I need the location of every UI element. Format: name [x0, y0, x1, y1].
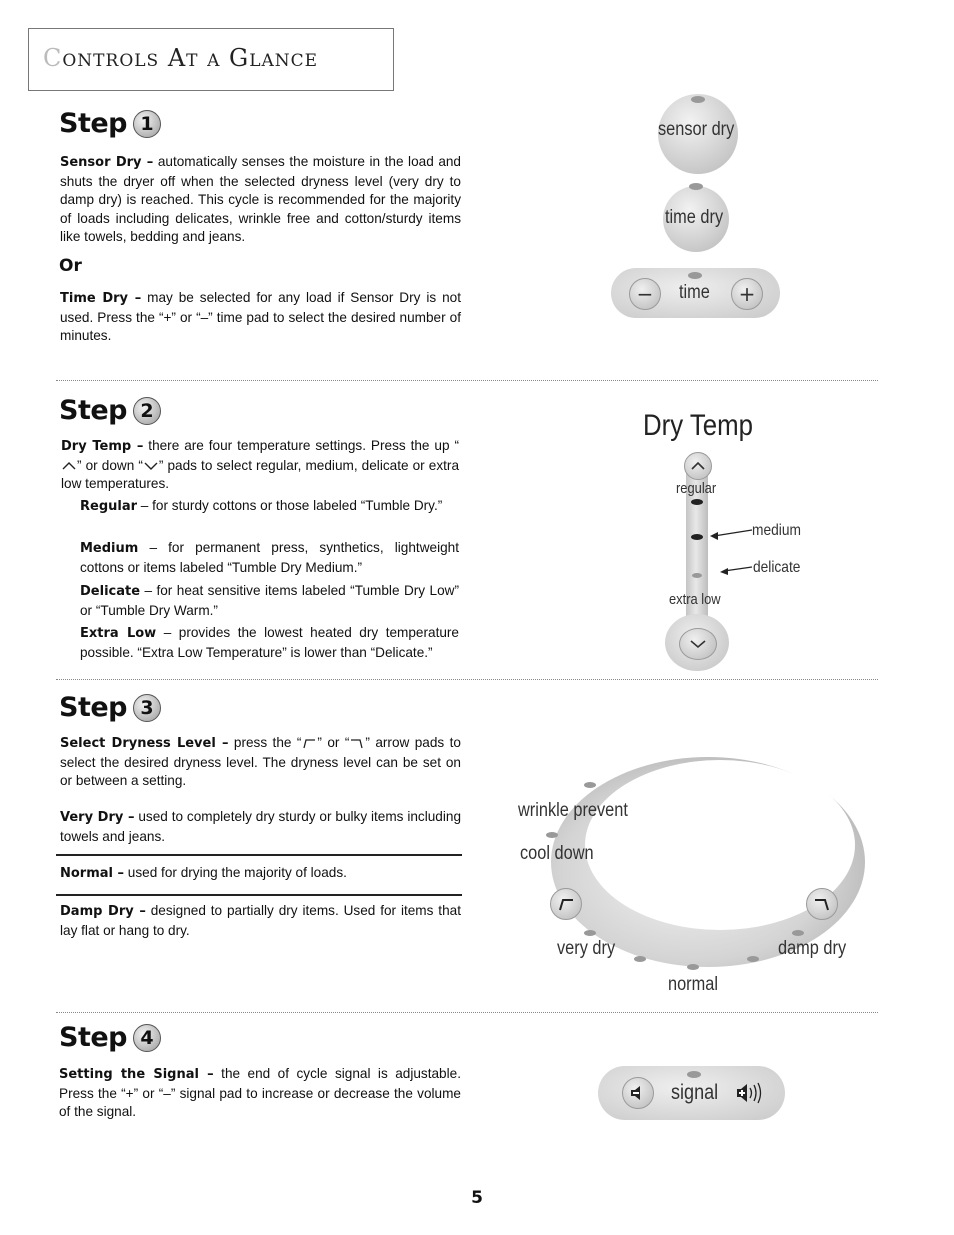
cool-down-label: cool down	[520, 843, 594, 864]
title-initial: C	[43, 44, 63, 72]
section-divider	[56, 679, 878, 680]
time-label: time	[679, 282, 710, 303]
medium-label: medium	[752, 522, 801, 539]
medium-description: – for permanent press, synthetics, lightweight cottons or items labeled “Tumble Dry Medium.”	[80, 540, 459, 575]
section-divider	[56, 380, 878, 381]
time-dry-label: time dry	[665, 207, 724, 228]
dryness-level-text: ” arrow pads to select the desired dryness level. The dryness level can be set on or between a setting.	[60, 735, 461, 788]
dry-temp-paragraph	[61, 437, 459, 494]
dryness-indicator-light	[634, 956, 646, 962]
normal-label: normal	[668, 974, 718, 995]
very-dry-indicator-light	[584, 930, 596, 936]
step-2-heading	[59, 395, 161, 426]
up-arrow-icon	[61, 461, 77, 471]
sensor-dry-paragraph	[60, 153, 461, 247]
very-dry-description: used to completely dry sturdy or bulky items including towels and jeans.	[60, 809, 462, 844]
up-arrow-icon	[690, 461, 706, 471]
time-dry-description: may be selected for any load if Sensor Dry is not used. Press the “+” or “–” time pad to select the desired number of minutes.	[60, 290, 462, 343]
regular-label: regular	[676, 480, 717, 497]
step-word: Step	[59, 1022, 127, 1053]
very-dry-paragraph	[60, 808, 461, 846]
cool-down-indicator-light	[546, 832, 558, 838]
dry-temp-text: ” or down “	[77, 457, 143, 473]
speaker-minus-icon	[628, 1083, 648, 1103]
sensor-dry-indicator-light	[691, 96, 705, 103]
step-word: Step	[59, 692, 127, 723]
very-dry-label: very dry	[557, 938, 616, 959]
dryness-indicator-light	[747, 956, 759, 962]
normal-indicator-light	[687, 964, 699, 970]
dryness-level-text: ” or “	[317, 735, 350, 750]
section-title	[43, 44, 318, 72]
more-dry-arrow-icon	[301, 737, 317, 749]
title-part: G	[229, 44, 250, 72]
less-dry-button[interactable]	[806, 888, 838, 920]
title-part: ontrols	[62, 44, 168, 72]
step-word: Step	[59, 108, 127, 139]
dry-temp-text: ” pads to select regular, medium, delicate or extra low temperatures.	[61, 457, 460, 491]
signal-label: signal	[671, 1081, 719, 1104]
title-part: t a	[186, 44, 230, 72]
rule-line	[56, 854, 462, 856]
normal-term: Normal –	[60, 866, 125, 881]
medium-term: Medium	[80, 541, 139, 556]
title-part: lance	[249, 44, 319, 72]
delicate-label: delicate	[753, 559, 801, 576]
damp-dry-paragraph	[60, 902, 461, 940]
time-plus-button[interactable]: +	[731, 278, 763, 310]
step-4-heading	[59, 1022, 161, 1053]
speaker-plus-icon	[735, 1079, 765, 1107]
damp-dry-description: designed to partially dry items. Used for items that lay flat or hang to dry.	[60, 903, 461, 938]
time-dry-paragraph	[60, 289, 461, 346]
signal-description: the end of cycle signal is adjustable. Press the “+” or “–” signal pad to increase or decrease the volume of the signal.	[59, 1066, 461, 1119]
dry-temp-text: there are four temperature settings. Press the up “	[143, 438, 459, 453]
step-1-heading	[59, 108, 161, 139]
signal-paragraph	[59, 1065, 461, 1122]
dryness-level-term: Select Dryness Level –	[60, 736, 229, 751]
wrinkle-prevent-indicator-light	[584, 782, 596, 788]
regular-paragraph	[80, 497, 459, 517]
extra-low-description: – provides the lowest heated dry temperature possible. “Extra Low Temperature” is lower than “Delicate.”	[80, 625, 459, 660]
regular-indicator-light	[691, 499, 703, 505]
dryness-level-paragraph	[60, 734, 461, 791]
extra-low-term: Extra Low	[80, 626, 157, 641]
damp-dry-indicator-light	[792, 930, 804, 936]
time-dry-term: Time Dry –	[60, 291, 142, 306]
damp-dry-label: damp dry	[778, 938, 847, 959]
step-3-heading	[59, 692, 161, 723]
signal-indicator-light	[687, 1071, 701, 1078]
delicate-description: – for heat sensitive items labeled “Tumble Dry Low” or “Tumble Dry Warm.”	[80, 583, 459, 618]
page-number: 5	[471, 1188, 483, 1208]
signal-decrease-button[interactable]	[622, 1077, 654, 1109]
time-dry-indicator-light	[689, 183, 703, 190]
step-word: Step	[59, 395, 127, 426]
sensor-dry-term: Sensor Dry –	[60, 155, 154, 170]
step-number-badge: 2	[133, 397, 161, 425]
regular-term: Regular	[80, 499, 138, 514]
temp-up-button[interactable]	[684, 452, 712, 480]
step-number-badge: 4	[133, 1024, 161, 1052]
down-arrow-icon	[143, 461, 159, 471]
down-arrow-icon	[689, 639, 707, 649]
section-title-box	[28, 28, 394, 91]
delicate-paragraph	[80, 582, 459, 620]
more-dry-button[interactable]	[550, 888, 582, 920]
title-part: A	[167, 44, 187, 72]
or-label: Or	[59, 256, 82, 276]
section-divider	[56, 1012, 878, 1013]
sensor-dry-description: automatically senses the moisture in the load and shuts the dryer off when the selected dryness level (very dry to damp dry) is reached. This cycle is recommended for the majority of loads including delicates, wrinkle free and cotton/sturdy items like towels, bedding and jeans.	[60, 154, 461, 244]
dryness-level-text: press the “	[228, 735, 302, 750]
medium-paragraph	[80, 539, 459, 577]
extra-low-label: extra low	[669, 591, 721, 608]
delicate-indicator-light	[692, 573, 702, 578]
less-dry-arrow-icon	[813, 897, 831, 911]
rule-line	[56, 894, 462, 896]
normal-description: used for drying the majority of loads.	[124, 865, 347, 880]
wrinkle-prevent-label: wrinkle prevent	[518, 800, 628, 821]
medium-indicator-light	[691, 534, 703, 540]
sensor-dry-label: sensor dry	[658, 119, 735, 140]
damp-dry-term: Damp Dry –	[60, 904, 146, 919]
more-dry-arrow-icon	[557, 897, 575, 911]
time-indicator-light	[688, 272, 702, 279]
dry-temp-term: Dry Temp –	[61, 439, 144, 454]
regular-description: – for sturdy cottons or those labeled “Tumble Dry.”	[137, 498, 443, 513]
signal-increase-button[interactable]	[735, 1079, 765, 1107]
extra-low-paragraph	[80, 624, 459, 662]
step-number-badge: 3	[133, 694, 161, 722]
less-dry-arrow-icon	[349, 737, 365, 749]
delicate-term: Delicate	[80, 584, 141, 599]
callout-arrows	[706, 526, 754, 576]
signal-term: Setting the Signal –	[59, 1067, 214, 1082]
very-dry-term: Very Dry –	[60, 810, 135, 825]
dry-temp-title: Dry Temp	[643, 409, 753, 442]
temp-down-button[interactable]	[679, 628, 717, 660]
time-minus-button[interactable]: −	[629, 278, 661, 310]
normal-paragraph	[60, 864, 461, 884]
step-number-badge: 1	[133, 110, 161, 138]
